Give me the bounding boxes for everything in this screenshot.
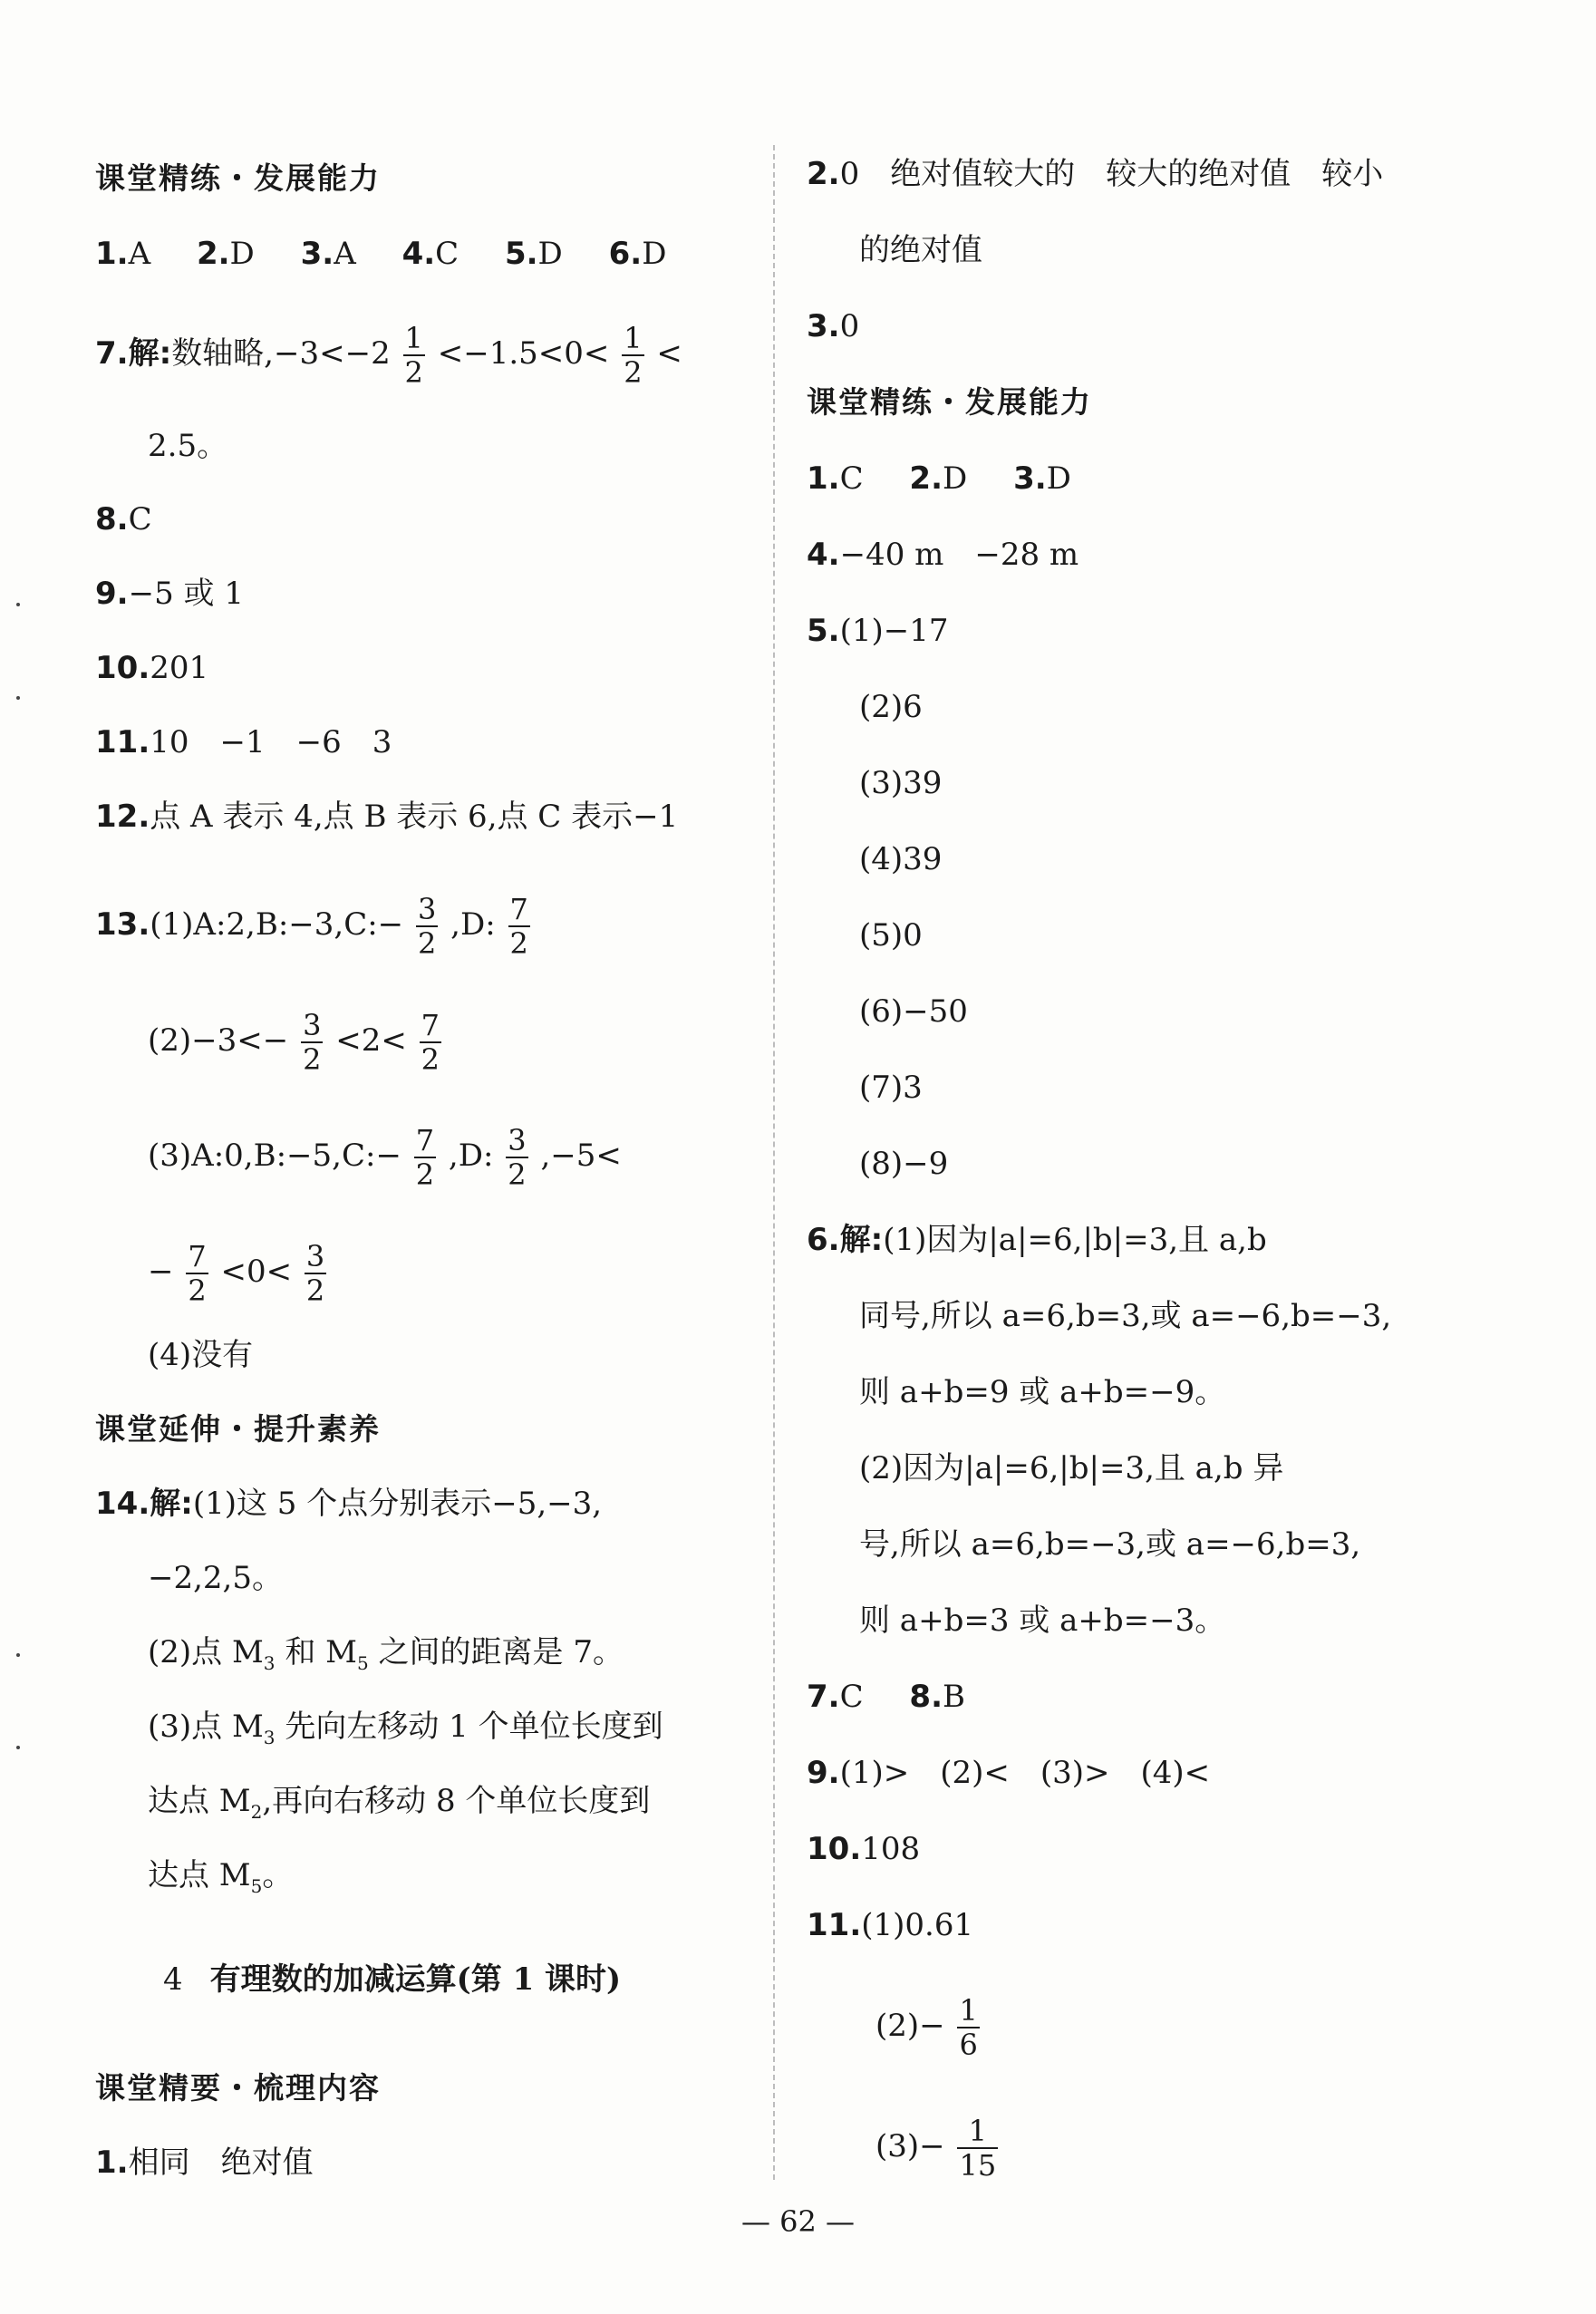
question-11-part-2: (2)− $\frac{1}{6}$: [875, 1993, 978, 2062]
question-13-part-3-cont: − $\frac{7}{2}$ <0< $\frac{3}{2}$: [148, 1239, 325, 1308]
question-14-line-1: 14.解:(1)这 5 个点分别表示−5,−3,: [95, 1486, 603, 1522]
section-heading: 课堂精要・梳理内容: [95, 2070, 381, 2106]
answer-row-1-6: 1.A 2.D 3.A 4.C 5.D 6.D: [95, 236, 667, 272]
question-4: 4.−40 m −28 m: [807, 537, 1079, 573]
question-6-line-1: 6.解:(1)因为|a|=6,|b|=3,且 a,b: [807, 1222, 1267, 1258]
question-7-cont: 2.5。: [148, 428, 228, 464]
section-heading: 课堂延伸・提升素养: [95, 1411, 381, 1447]
question-5-part-8: (8)−9: [859, 1146, 949, 1182]
knowledge-2: 2.0 绝对值较大的 较大的绝对值 较小: [807, 156, 1384, 192]
knowledge-2-cont: 的绝对值: [859, 232, 982, 268]
question-5-part-4: (4)39: [859, 841, 943, 877]
question-6-line-5: 号,所以 a=6,b=−3,或 a=−6,b=3,: [859, 1526, 1361, 1563]
answer-row-7-8: 7.C 8.B: [807, 1679, 965, 1715]
lesson-title: 4 有理数的加减运算(第 1 课时): [163, 1961, 622, 1998]
section-heading: 课堂精练・发展能力: [807, 384, 1092, 420]
question-6-line-4: (2)因为|a|=6,|b|=3,且 a,b 异: [859, 1450, 1284, 1486]
margin-dot: [16, 1746, 20, 1749]
question-13-part-3: (3)A:0,B:−5,C:− $\frac{7}{2}$ ,D: $\frac{3}{2}$ ,−5<: [148, 1123, 622, 1192]
question-8: 8.C: [95, 501, 152, 537]
question-6-line-3: 则 a+b=9 或 a+b=−9。: [859, 1374, 1226, 1410]
knowledge-1: 1.相同 绝对值: [95, 2145, 314, 2181]
question-5-part-7: (7)3: [859, 1070, 923, 1106]
question-9: 9.−5 或 1: [95, 576, 244, 612]
answer-row-1-3: 1.C 2.D 3.D: [807, 460, 1071, 497]
margin-dot: [16, 603, 20, 606]
question-14-line-6: 达点 $M_5$。: [148, 1857, 294, 1897]
question-10: 10.201: [95, 650, 209, 686]
question-13-part-1: 13.(1)A:2,B:−3,C:− $\frac{3}{2}$ ,D: $\frac{7}{2}$: [95, 892, 528, 961]
margin-dot: [16, 696, 20, 700]
margin-dot: [16, 1653, 20, 1657]
question-6-line-2: 同号,所以 a=6,b=3,或 a=−6,b=−3,: [859, 1298, 1392, 1334]
question-7: 7.解:数轴略,−3<−2 $\frac{1}{2}$ <−1.5<0< $\frac{1}{2}$ <: [95, 321, 682, 390]
question-5-part-1: 5.(1)−17: [807, 613, 949, 649]
question-6-line-6: 则 a+b=3 或 a+b=−3。: [859, 1602, 1226, 1639]
question-5-part-3: (3)39: [859, 765, 943, 801]
fraction: $\frac{1}{2}$: [624, 321, 643, 390]
question-14-line-3: (2)点 $M_3$ 和 $M_5$ 之间的距离是 7。: [148, 1634, 624, 1674]
question-14-line-5: 达点 $M_2$,再向右移动 8 个单位长度到: [148, 1783, 651, 1823]
question-13-part-4: (4)没有: [148, 1337, 254, 1373]
question-11-part-3: (3)− $\frac{1}{15}$: [875, 2114, 997, 2183]
question-14-line-2: −2,2,5。: [148, 1560, 283, 1596]
question-14-line-4: (3)点 $M_3$ 先向左移动 1 个单位长度到: [148, 1709, 663, 1748]
question-5-part-2: (2)6: [859, 689, 923, 725]
question-9: 9.(1)> (2)< (3)> (4)<: [807, 1755, 1211, 1791]
page-number: — 62 —: [740, 2204, 856, 2239]
question-11: 11.10 −1 −6 3: [95, 724, 392, 760]
question-5-part-5: (5)0: [859, 917, 923, 954]
question-10: 10.108: [807, 1831, 921, 1867]
right-column: [807, 0, 1514, 2314]
section-heading: 课堂精练・发展能力: [95, 160, 381, 196]
fraction: $\frac{1}{2}$: [404, 321, 423, 390]
question-11-part-1: 11.(1)0.61: [807, 1907, 974, 1943]
question-5-part-6: (6)−50: [859, 993, 968, 1030]
question-13-part-2: (2)−3<− $\frac{3}{2}$ <2< $\frac{7}{2}$: [148, 1008, 440, 1077]
knowledge-3: 3.0: [807, 308, 860, 344]
column-divider: [773, 145, 775, 2180]
left-column: [95, 0, 802, 2314]
question-12: 12.点 A 表示 4,点 B 表示 6,点 C 表示−1: [95, 799, 679, 835]
